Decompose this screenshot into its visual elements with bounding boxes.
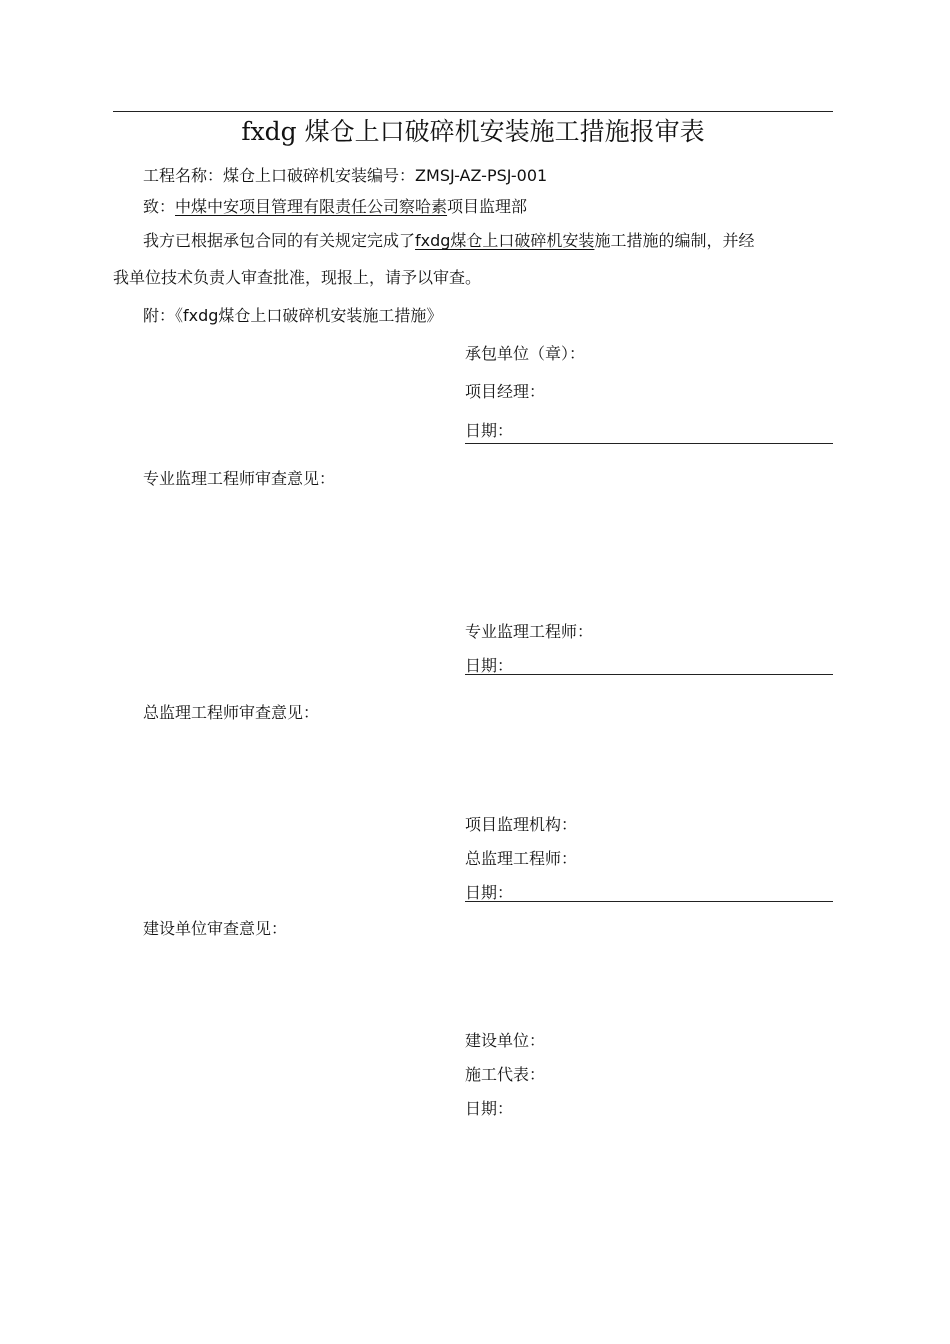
contractor-unit-label: 承包单位（章）：: [465, 344, 586, 363]
owner-date-label: 日期：: [465, 1099, 514, 1118]
chief-engineer-label: 总监理工程师：: [465, 849, 578, 868]
addressee-line: [143, 197, 527, 217]
specialist-date-rule: [465, 674, 833, 675]
body-line-1: [143, 231, 754, 251]
specialist-opinion-label: 专业监理工程师审查意见：: [143, 469, 336, 488]
body-underlined-project: fxdg煤仓上口破碎机安装: [415, 231, 595, 250]
body-line-2: 我单位技术负责人审查批准，现报上，请予以审查。: [113, 268, 482, 287]
chief-opinion-label: 总监理工程师审查意见：: [143, 703, 320, 722]
title-latin: fxdg: [241, 117, 297, 146]
project-code-label: 编号：: [367, 166, 416, 185]
project-line: [143, 166, 547, 186]
project-name-value: 煤仓上口破碎机安装: [223, 166, 368, 185]
chief-date-label: 日期：: [465, 883, 514, 902]
supervision-org-label: 项目监理机构：: [465, 815, 578, 834]
project-code-value: ZMSJ-AZ-PSJ-001: [415, 166, 548, 185]
top-rule: [113, 111, 833, 112]
specialist-date-label: 日期：: [465, 656, 514, 675]
owner-unit-label: 建设单位：: [465, 1031, 546, 1050]
chief-date-rule: [465, 901, 833, 902]
project-name-label: 工程名称：: [143, 166, 224, 185]
contractor-date-rule: [465, 443, 833, 444]
to-label: 致：: [143, 197, 176, 216]
body-suffix: 施工措施的编制，并经: [594, 231, 755, 250]
attachment-line: 附：《fxdg煤仓上口破碎机安装施工措施》: [143, 306, 443, 325]
to-org-suffix: 项目监理部: [447, 197, 528, 216]
owner-opinion-label: 建设单位审查意见：: [143, 919, 288, 938]
to-org-underlined: 中煤中安项目管理有限责任公司察哈素: [175, 197, 448, 216]
project-manager-label: 项目经理：: [465, 382, 546, 401]
body-prefix: 我方已根据承包合同的有关规定完成了: [143, 231, 416, 250]
title-cjk: 煤仓上口破碎机安装施工措施报审表: [304, 117, 705, 146]
contractor-date-label: 日期：: [465, 421, 514, 440]
construction-rep-label: 施工代表：: [465, 1065, 546, 1084]
specialist-engineer-label: 专业监理工程师：: [465, 622, 594, 641]
page-title: [113, 114, 833, 150]
